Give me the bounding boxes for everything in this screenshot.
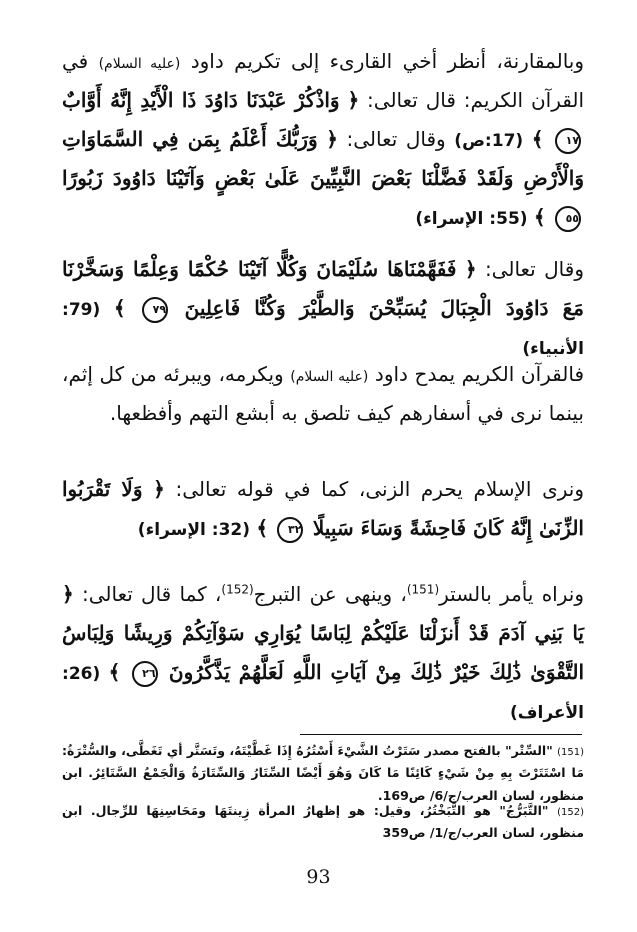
paragraph-text: وبالمقارنة، أنظر أخي القارىء إلى تكريم داود: [190, 49, 585, 73]
quran-bracket-close: ﴾: [108, 660, 121, 684]
honorific-note: (عليه السلام): [290, 369, 369, 385]
quran-bracket-close: ﴾: [533, 205, 546, 229]
verse-reference: (79: الأنبياء): [62, 300, 584, 359]
paragraph-text: ، وينهى عن التبرج: [253, 582, 407, 606]
verse-reference: (32: الإسراء): [137, 520, 251, 540]
quran-bracket-close: ﴾: [113, 296, 126, 320]
quran-bracket-open: ﴿: [62, 582, 74, 606]
paragraph-dawud-honor: [62, 42, 584, 237]
ayah-number-marker: ٧٩: [142, 297, 168, 323]
quran-verse: فَفَهَّمْنَاهَا سُلَيْمَانَ وَكُلًّا آتَيْنَا حُكْمًا وَعِلْمًا وَسَخَّرْنَا مَعَ دَاوُودَ الْجِبَالَ يُسَبِّحْنَ وَالطَّيْرَ وَكُنَّا فَاعِلِينَ: [62, 257, 585, 320]
paragraph-text: وقال تعالى:: [484, 257, 584, 281]
footnote-text: "السِّتْر" بالفتح مصدر سَتَرْتُ الشَّيْءَ أَسْتُرُهُ إِذَا غَطَّيْتَهُ، وتَسَتَّر أي تَغَطَّى، والسُّتْرَةُ: مَا اسْتَتَرْتَ بِهِ مِنْ شَيْءٍ كَائِنًا مَا كَانَ وَهُوَ أَيْضًا السِّتَارُ وَالسِّتَارَةُ وَالْجَمْعُ السَّتَائِرُ. ابن منظور، لسان العرب/ج/6/ ص169.: [62, 743, 584, 803]
quran-verse: وَلَا تَقْرَبُوا الزِّنَىٰ إِنَّهُ كَانَ فَاحِشَةً وَسَاءَ سَبِيلًا: [62, 477, 584, 540]
footnote-marker[interactable]: (152): [221, 582, 254, 597]
paragraph-text: ونراه يأمر بالستر: [439, 582, 585, 606]
ayah-number-marker: ٥٥: [555, 206, 581, 232]
verse-reference: (55: الإسراء): [415, 209, 528, 229]
quran-verse: وَرَبُّكَ أَعْلَمُ بِمَن فِي السَّمَاوَاتِ وَالْأَرْضِ وَلَقَدْ فَضَّلْنَا بَعْضَ النَّبِيِّينَ عَلَىٰ بَعْضٍ وَآتَيْنَا دَاوُودَ زَبُورًا: [62, 127, 584, 190]
footnote-marker[interactable]: (151): [406, 582, 440, 597]
footnote-text: "التَّبَرُّجُ" هو التَّبَخْتُرُ، وقيل: هو إظهارُ المرأة زِينتَهَا ومَحَاسِنِهَا للرِّجال. ابن منظور، لسان العرب/ج/1/ ص359: [62, 803, 584, 841]
quran-verse: وَاذْكُرْ عَبْدَنَا دَاوُدَ ذَا الْأَيْدِ إِنَّهُ أَوَّابٌ: [62, 88, 340, 112]
ayah-number-marker: ٣٢: [277, 517, 303, 543]
paragraph-text: ويكرمه، ويبرئه من كل إثم، بينما نرى في أسفارهم كيف تلصق به أبشع التهم وأفظعها.: [62, 362, 584, 425]
footnote-divider: [300, 734, 582, 735]
quran-bracket-close: ﴾: [531, 127, 544, 151]
ayah-number-marker: ١٧: [555, 128, 581, 154]
quran-bracket-open: ﴿: [347, 88, 360, 112]
footnote-152: [62, 800, 584, 845]
paragraph-zina: [62, 470, 584, 548]
quran-bracket-open: ﴿: [326, 127, 338, 151]
honorific-note: (عليه السلام): [98, 56, 181, 72]
quran-bracket-close: ﴾: [256, 516, 269, 540]
verse-reference: (26: الأعراف): [62, 664, 584, 723]
verse-reference: (17:ص): [454, 131, 524, 151]
paragraph-text: ، كما قال تعالى:: [81, 582, 222, 606]
footnote-number: (152): [557, 807, 584, 818]
paragraph-quran-praise: [62, 355, 584, 433]
quran-bracket-open: ﴿: [464, 257, 477, 281]
paragraph-text: وقال تعالى:: [346, 127, 446, 151]
footnote-151: [62, 740, 584, 807]
paragraph-text: فالقرآن الكريم يمدح داود: [374, 362, 585, 386]
paragraph-text: في القرآن الكريم: قال تعالى:: [62, 49, 585, 112]
quran-bracket-open: ﴿: [153, 477, 165, 501]
quran-verse: يَا بَنِي آدَمَ قَدْ أَنزَلْنَا عَلَيْكُمْ لِبَاسًا يُوَارِي سَوْآتِكُمْ وَرِيشًا وَلِبَاسُ التَّقْوَىٰ ذَٰلِكَ خَيْرٌ ذَٰلِكَ مِنْ آيَاتِ اللَّهِ لَعَلَّهُمْ يَذَّكَّرُونَ: [62, 621, 584, 684]
paragraph-modesty: [62, 575, 584, 731]
ayah-number-marker: ٢٦: [132, 661, 158, 687]
footnote-number: (151): [557, 747, 584, 758]
paragraph-sulayman: [62, 250, 584, 367]
page-number: 93: [306, 866, 331, 888]
paragraph-text: ونرى الإسلام يحرم الزنى، كما في قوله تعالى:: [175, 477, 585, 501]
